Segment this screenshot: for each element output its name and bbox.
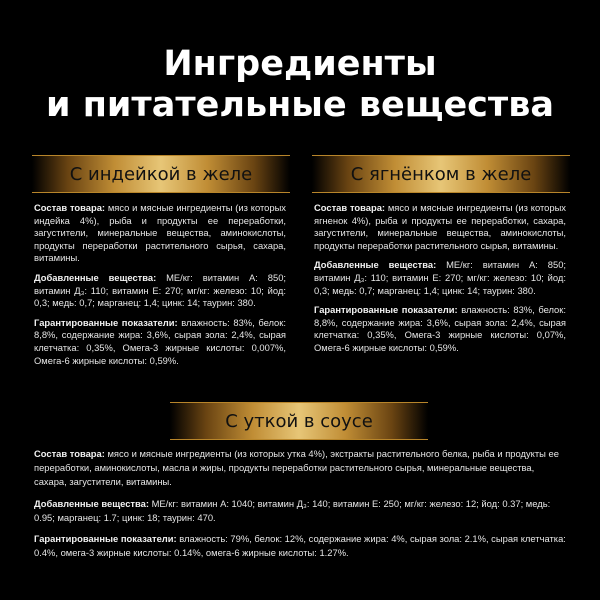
product-info-duck — [34, 447, 566, 567]
guaranteed-paragraph — [314, 304, 566, 354]
additives-paragraph — [34, 272, 286, 310]
product-name: С уткой в соусе — [225, 410, 373, 432]
composition-paragraph — [34, 202, 286, 265]
page-title — [0, 44, 600, 126]
guaranteed-paragraph — [34, 532, 566, 560]
composition-paragraph — [314, 202, 566, 252]
additives-label: Добавленные вещества: — [34, 271, 157, 283]
page-title-line-1: Ингредиенты — [163, 44, 437, 84]
composition-text: мясо и мясные ингредиенты (из которых утка 4%), экстракты растительного белка, рыба и продукты ее переработки, аминокислоты, масла и жиры, продукты переработки растительного сырья, минеральные вещества, сахара, загустители, витамины. — [34, 448, 559, 488]
additives-label: Добавленные вещества: — [34, 497, 149, 509]
product-banner-duck — [170, 402, 428, 440]
additives-text: МЕ/кг: витамин А: 850; витамин Д₃: 110; витамин Е: 270; мг/кг: железо: 10; йод: 0,3; медь: 0,7; марганец: 1,4; цинк: 14; таурин: 380. — [34, 271, 287, 309]
guaranteed-text: влажность: 79%, белок: 12%, содержание жира: 4%, сырая зола: 2.1%, сырая клетчатка: 0.4%, омега-3 жирные кислоты: 0.14%, омега-6 жирные кислоты: 1.27%. — [34, 533, 566, 559]
guaranteed-text: влажность: 83%, белок: 8,8%, содержание жира: 3,6%, сырая зола: 2,4%, сырая клетчатка: 0,35%, Омега-3 жирные кислоты: 0,07%, Омега-6 жирные кислоты: 0,59%. — [314, 304, 566, 353]
composition-paragraph — [34, 447, 566, 490]
additives-label: Добавленные вещества: — [314, 259, 437, 271]
composition-label: Состав товара: — [314, 202, 386, 213]
guaranteed-label: Гарантированные показатели: — [34, 316, 178, 328]
product-name: С ягнёнком в желе — [350, 163, 532, 185]
product-banner-lamb — [312, 155, 570, 193]
guaranteed-paragraph — [34, 317, 286, 367]
additives-text: МЕ/кг: витамин А: 1040; витамин Д₃: 140; витамин Е: 250; мг/кг: железо: 12; йод: 0.37; медь: 0.95; марганец: 1.7; цинк: 18; таурин: 470. — [34, 497, 551, 523]
page-title-line-2: и питательные вещества — [46, 85, 554, 125]
composition-label: Состав товара: — [34, 202, 106, 213]
product-info-lamb — [314, 202, 566, 362]
composition-text: мясо и мясные ингредиенты (из которых индейка 4%), рыба и продукты ее переработки, загустители, минеральные вещества, аминокислоты, продукты переработки растительного сырья, сахара, витамины. — [34, 202, 286, 264]
additives-paragraph — [34, 497, 566, 525]
composition-text: мясо и мясные ингредиенты (из которых ягненок 4%), рыба и продукты ее переработки, сахара, загустители, минеральные вещества, аминокислоты, продукты переработки растительного сырья, витамины. — [314, 202, 566, 251]
guaranteed-text: влажность: 83%, белок: 8,8%, содержание жира: 3,6%, сырая зола: 2,4%, сырая клетчатка: 0,35%, Омега-3 жирные кислоты: 0,007%, Омега-6 жирные кислоты: 0,59%. — [34, 316, 286, 366]
product-info-turkey — [34, 202, 286, 374]
product-name: С индейкой в желе — [69, 163, 253, 185]
composition-label: Состав товара: — [34, 448, 105, 459]
additives-paragraph — [314, 259, 566, 297]
guaranteed-label: Гарантированные показатели: — [34, 533, 177, 545]
additives-text: МЕ/кг: витамин А: 850; витамин Д₃: 110; витамин Е: 270; мг/кг: железо: 10; йод: 0,3; медь: 0,7; марганец: 1,4; цинк: 14; таурин: 380. — [314, 259, 567, 296]
product-banner-turkey — [32, 155, 290, 193]
guaranteed-label: Гарантированные показатели: — [314, 304, 458, 316]
